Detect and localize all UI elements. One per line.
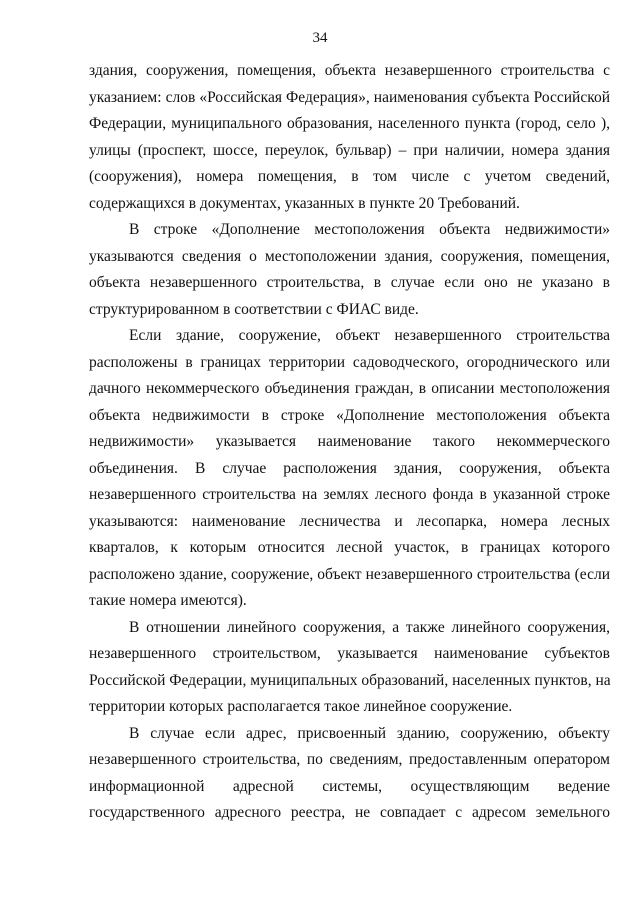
text-line: незавершенного строительства, по сведениям, предоставленным оператором (89, 751, 610, 768)
text-line: указываются сведения о местоположении здания, сооружения, помещения, (89, 247, 610, 265)
paragraph-first-line: В строке «Дополнение местоположения объекта недвижимости» (129, 221, 610, 238)
text-line: содержащихся в документах, указанных в пункте 20 Требований. (89, 194, 520, 212)
text-line: незавершенного строительства на землях лесного фонда в указанной строке (89, 486, 610, 503)
text-line: недвижимости» указывается наименование такого некоммерческого (89, 433, 610, 450)
paragraph-first-line: Если здание, сооружение, объект незавершенного строительства (129, 327, 610, 344)
text-line: незавершенного строительством, указывается наименование субъектов (89, 645, 610, 662)
text-line: улицы (проспект, шоссе, переулок, бульвар) – при наличии, номера здания (89, 141, 610, 159)
paragraph-first-line: В случае если адрес, присвоенный зданию, сооружению, объекту (129, 724, 610, 742)
text-line: расположено здание, сооружение, объект незавершенного строительства (если (89, 565, 610, 583)
text-line: дачного некоммерческого объединения граждан, в описании местоположения (89, 380, 610, 397)
text-line: кварталов, к которым относится лесной участок, в границах которого (89, 539, 610, 556)
text-line: объединения. В случае расположения здания, сооружения, объекта (89, 459, 610, 477)
text-line: структурированном в соответствии с ФИАС виде. (89, 300, 419, 318)
text-line: Федерации, муниципального образования, населенного пункта (город, село ), (89, 115, 610, 132)
paragraph-first-line: В отношении линейного сооружения, а также линейного сооружения, (129, 618, 610, 636)
text-line: территории которых располагается такое линейное сооружение. (89, 698, 513, 715)
text-line: Российской Федерации, муниципальных образований, населенных пунктов, на (89, 671, 611, 689)
text-line: здания, сооружения, помещения, объекта незавершенного строительства с (89, 62, 610, 79)
text-line: расположены в границах территории садоводческого, огороднического или (89, 353, 610, 371)
text-line: информационной адресной системы, осуществляющим ведение (89, 777, 610, 795)
text-line: объекта незавершенного строительства, в случае если оно не указано в (89, 274, 610, 291)
text-line: такие номера имеются). (89, 592, 247, 609)
text-line: указанием: слов «Российская Федерация», наименования субъекта Российской (89, 88, 610, 106)
text-line: (сооружения), номера помещения, в том числе с учетом сведений, (89, 168, 610, 185)
document-body (89, 58, 610, 827)
text-line: объекта недвижимости в строке «Дополнение местоположения объекта (89, 406, 610, 424)
text-line: государственного адресного реестра, не совпадает с адресом земельного (89, 804, 610, 821)
page-number: 34 (312, 30, 328, 46)
text-line: указываются: наименование лесничества и лесопарка, номера лесных (89, 512, 610, 530)
